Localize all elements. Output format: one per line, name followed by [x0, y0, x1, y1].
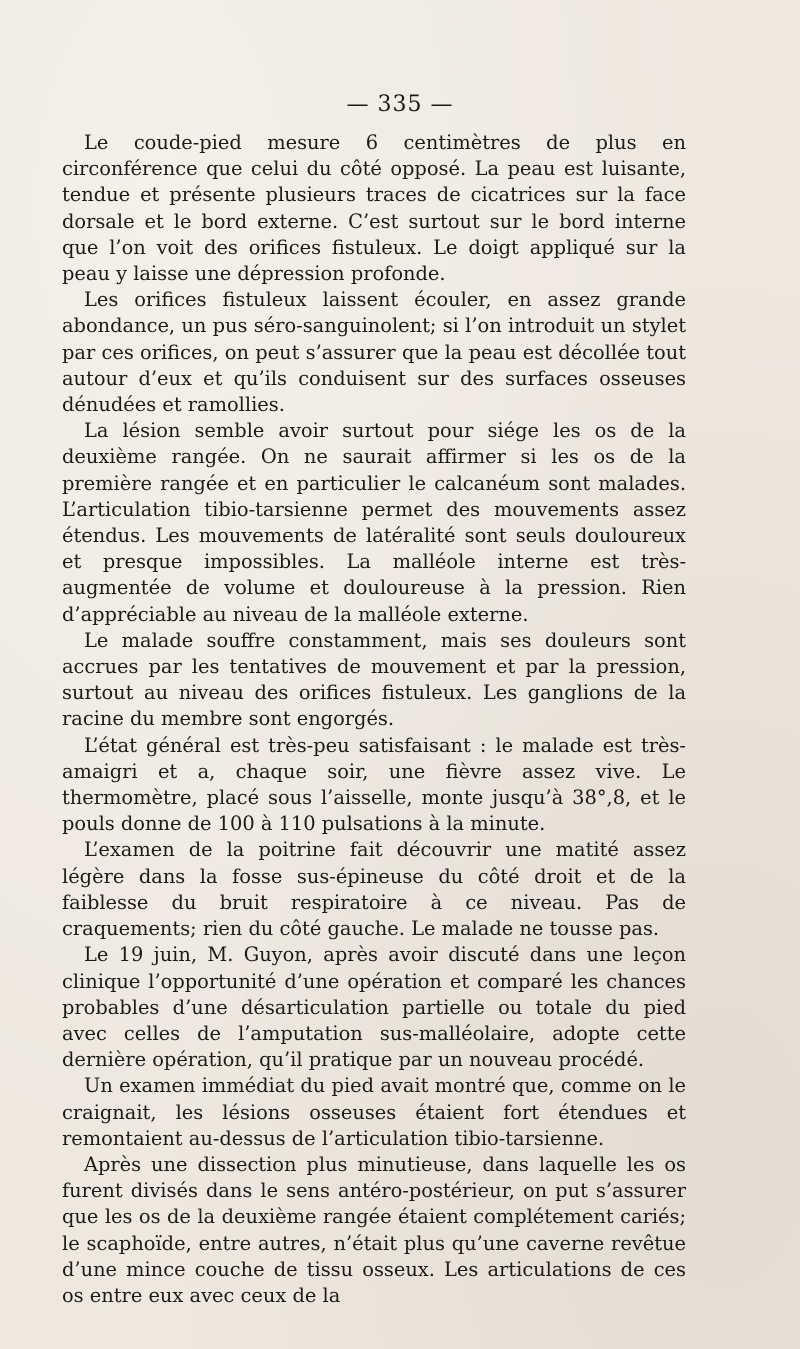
body-text	[62, 130, 686, 1309]
paragraph: Après une dissection plus minutieuse, dans laquelle les os furent divisés dans le sens antéro-postérieur, on put s’assurer que les os de la deuxième rangée étaient complétement cariés; le scaphoïde, entre autres, n’était plus qu’une caverne revêtue d’une mince couche de tissu osseux. Les articulations de ces os entre eux avec ceux de la	[62, 1152, 686, 1307]
paragraph: Les orifices fistuleux laissent écouler, en assez grande abondance, un pus séro-sanguinolent; si l’on introduit un stylet par ces orifices, on peut s’assurer que la peau est décollée tout autour d’eux et qu’ils conduisent sur des surfaces osseuses dénudées et ramollies.	[62, 288, 686, 417]
paragraph: Le malade souffre constamment, mais ses douleurs sont accrues par les tentatives de mouvement et par la pression, surtout au niveau des orifices fistuleux. Les ganglions de la racine du membre sont engorgés.	[62, 628, 686, 731]
paragraph: La lésion semble avoir surtout pour siége les os de la deuxième rangée. On ne saurait affirmer si les os de la première rangée et en particulier le calcanéum sont malades. L’articulation tibio-tarsienne permet des mouvements assez étendus. Les mouvements de latéralité sont seuls douloureux et presque impossibles. La malléole interne est très-augmentée de volume et douloureuse à la pression. Rien d’appréciable au niveau de la malléole externe.	[62, 419, 686, 626]
paragraph: L’état général est très-peu satisfaisant : le malade est très-amaigri et a, chaque soir, une fièvre assez vive. Le thermomètre, placé sous l’aisselle, monte jusqu’à 38°,8, et le pouls donne de 100 à 110 pulsations à la minute.	[62, 733, 686, 836]
paragraph: Le 19 juin, M. Guyon, après avoir discuté dans une leçon clinique l’opportunité d’une opération et comparé les chances probables d’une désarticulation partielle ou totale du pied avec celles de l’amputation sus-malléolaire, adopte cette dernière opération, qu’il pratique par un nouveau procédé.	[62, 943, 686, 1072]
paragraph: L’examen de la poitrine fait découvrir une matité assez légère dans la fosse sus-épineuse du côté droit et de la faiblesse du bruit respiratoire à ce niveau. Pas de craquements; rien du côté gauche. Le malade ne tousse pas.	[62, 838, 686, 941]
paragraph: Le coude-pied mesure 6 centimètres de plus en circonférence que celui du côté opposé. La peau est luisante, tendue et présente plusieurs traces de cicatrices sur la face dorsale et le bord externe. C’est surtout sur le bord interne que l’on voit des orifices fistuleux. Le doigt appliqué sur la peau y laisse une dépression profonde.	[62, 131, 686, 286]
paragraph: Un examen immédiat du pied avait montré que, comme on le craignait, les lésions osseuses étaient fort étendues et remontaient au-dessus de l’articulation tibio-tarsienne.	[62, 1074, 686, 1150]
page-number: — 335 —	[346, 92, 454, 117]
